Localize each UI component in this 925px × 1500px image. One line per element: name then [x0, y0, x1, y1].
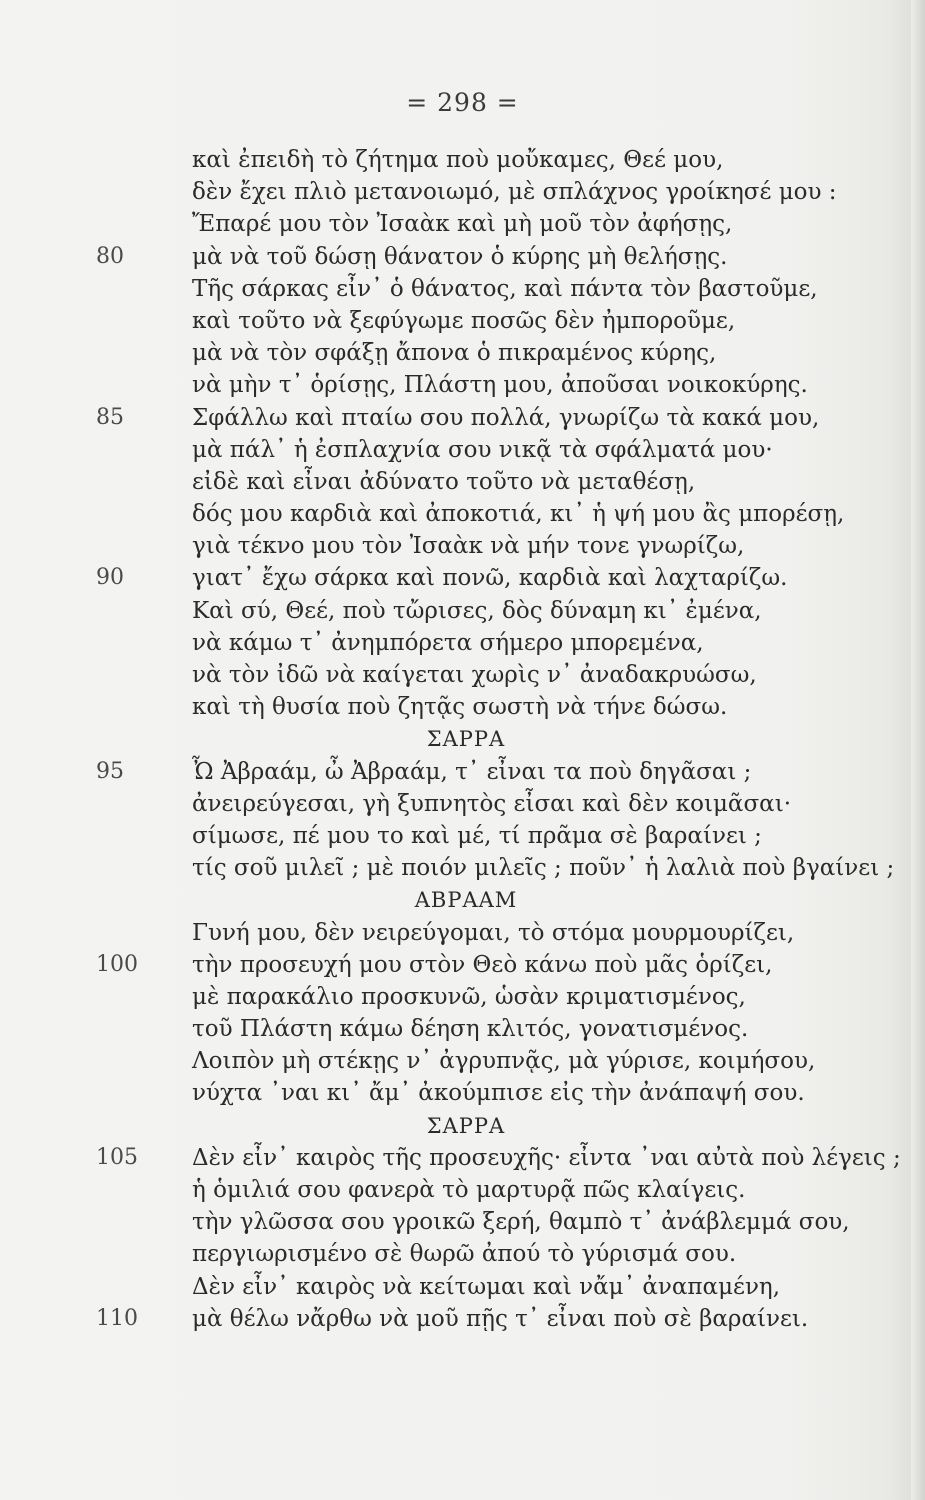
verse-line	[96, 498, 845, 530]
verse-line	[96, 1206, 850, 1238]
verse-line	[96, 981, 836, 1013]
verse-line	[96, 466, 836, 498]
verse-line	[96, 852, 895, 884]
verse-text: τὴν γλῶσσα σου γροικῶ ξερή, θαμπὸ τ᾽ ἀνάβλεμμά σου,	[192, 1209, 850, 1236]
line-number: 90	[96, 565, 124, 591]
verse-line	[96, 402, 836, 434]
verse-text: Δὲν εἶν᾽ καιρὸς νὰ κείτωμαι καὶ νἄμ᾽ ἀναπαμένη,	[192, 1273, 781, 1300]
speaker-name: ΣΑΡΡΑ	[426, 1113, 506, 1138]
verse-text: γιὰ τέκνο μου τὸν Ἰσαὰκ νὰ μήν τονε γνωρίζω,	[192, 533, 745, 560]
line-number: 110	[96, 1305, 138, 1331]
verse-line	[96, 337, 836, 369]
verse-text: τίς σοῦ μιλεῖ ; μὲ ποιόν μιλεῖς ; ποῦν᾽ ἡ λαλιὰ ποὺ βγαίνει ;	[192, 855, 895, 882]
speaker-name: ΣΑΡΡΑ	[426, 727, 506, 752]
verse-line	[96, 1303, 836, 1335]
page-number: = 298 =	[406, 88, 519, 117]
verse-text: εἰδὲ καὶ εἶναι ἀδύνατο τοῦτο νὰ μεταθέσῃ,	[192, 468, 696, 495]
verse-line	[96, 562, 836, 594]
verse-text: Ἔπαρέ μου τὸν Ἰσαὰκ καὶ μὴ μοῦ τὸν ἀφήσῃς,	[192, 211, 733, 238]
verse-text: καὶ ἐπειδὴ τὸ ζήτημα ποὺ μοὔκαμες, Θεέ μου,	[192, 147, 724, 173]
verse-text: Δὲν εἶν᾽ καιρὸς τῆς προσευχῆς· εἶντα ᾽ναι αὐτὰ ποὺ λέγεις ;	[192, 1144, 901, 1171]
verse-text: νὰ μὴν τ᾽ ὁρίσῃς, Πλάστη μου, ἀποῦσαι νοικοκύρης.	[192, 372, 808, 399]
speaker-line	[96, 884, 836, 916]
verse-line	[96, 595, 836, 627]
verse-line	[96, 820, 836, 852]
verse-line	[96, 788, 836, 820]
verse-line	[96, 1013, 836, 1045]
verse-text: Λοιπὸν μὴ στέκῃς ν᾽ ἀγρυπνᾷς, μὰ γύρισε, κοιμήσου,	[192, 1048, 816, 1075]
line-number: 105	[96, 1144, 138, 1170]
verse-text: μὰ θέλω νἄρθω νὰ μοῦ πῇς τ᾽ εἶναι ποὺ σὲ βαραίνει.	[192, 1305, 809, 1332]
verse-line	[96, 1174, 836, 1206]
verse-line	[96, 241, 836, 273]
verse-line	[96, 1077, 836, 1109]
verse-text: περγιωρισμένο σὲ θωρῶ ἀπού τὸ γύρισμά σου.	[192, 1241, 737, 1268]
page-edge	[911, 0, 925, 1500]
verse-text: μὲ παρακάλιο προσκυνῶ, ὡσὰν κριματισμένος,	[192, 983, 746, 1010]
line-number: 80	[96, 243, 124, 269]
verse-line	[96, 434, 836, 466]
speaker-line	[96, 1110, 836, 1142]
verse-text: νὰ κάμω τ᾽ ἀνημπόρετα σήμερο μπορεμένα,	[192, 629, 704, 656]
verse-text: μὰ νὰ τὸν σφάξῃ ἄπονα ὁ πικραμένος κύρης,	[192, 340, 717, 367]
verse-text: μὰ πάλ᾽ ἡ ἐσπλαχνία σου νικᾷ τὰ σφάλματά μου·	[192, 436, 773, 463]
verse-line	[96, 369, 836, 401]
verse-text: σίμωσε, πέ μου το καὶ μέ, τί πρᾶμα σὲ βαραίνει ;	[192, 822, 762, 849]
verse-line	[96, 1238, 836, 1270]
verse-line	[96, 305, 836, 337]
verse-line	[96, 208, 836, 240]
speaker-line	[96, 723, 836, 755]
verse-text: Σφάλλω καὶ πταίω σου πολλά, γνωρίζω τὰ κακά μου,	[192, 404, 820, 431]
verse-text: δὲν ἔχει πλιὸ μετανοιωμό, μὲ σπλάχνος γροίκησέ μου :	[192, 179, 837, 206]
verse-line	[96, 1045, 836, 1077]
verse-text: ἀνειρεύγεσαι, γὴ ξυπνητὸς εἶσαι καὶ δὲν κοιμᾶσαι·	[192, 790, 792, 817]
verse-line	[96, 756, 836, 788]
verse-line	[96, 627, 836, 659]
verse-text: γιατ᾽ ἔχω σάρκα καὶ πονῶ, καρδιὰ καὶ λαχταρίζω.	[192, 565, 788, 592]
verse-text: δός μου καρδιὰ καὶ ἀποκοτιά, κι᾽ ἡ ψή μου ἂς μπορέσῃ,	[192, 501, 845, 528]
poem-text	[96, 144, 901, 1335]
verse-text: Τῆς σάρκας εἶν᾽ ὁ θάνατος, καὶ πάντα τὸν βαστοῦμε,	[192, 275, 818, 302]
verse-text: τὴν προσευχή μου στὸν Θεὸ κάνω ποὺ μᾶς ὁρίζει,	[192, 951, 773, 978]
verse-text: καὶ τοῦτο νὰ ξεφύγωμε ποσῶς δὲν ἠμποροῦμε,	[192, 307, 736, 334]
verse-line	[96, 659, 836, 691]
verse-line	[96, 1142, 901, 1174]
verse-text: τοῦ Πλάστη κάμω δέηση κλιτός, γονατισμένος.	[192, 1016, 749, 1043]
verse-line	[96, 176, 836, 208]
verse-text: νὰ τὸν ἰδῶ νὰ καίγεται χωρὶς ν᾽ ἀναδακρυώσω,	[192, 662, 757, 688]
line-number: 85	[96, 404, 124, 430]
verse-line	[96, 691, 836, 723]
line-number: 100	[96, 951, 138, 977]
verse-line	[96, 949, 836, 981]
verse-line	[96, 1271, 836, 1303]
verse-text: καὶ τὴ θυσία ποὺ ζητᾷς σωστὴ νὰ τήνε δώσω.	[192, 694, 728, 721]
verse-text: νύχτα ᾽ναι κι᾽ ἄμ᾽ ἀκούμπισε εἰς τὴν ἀνάπαψή σου.	[192, 1080, 805, 1107]
speaker-name: ΑΒΡΑΑΜ	[414, 888, 518, 913]
verse-text: Γυνή μου, δὲν νειρεύγομαι, τὸ στόμα μουρμουρίζει,	[192, 919, 795, 946]
verse-line	[96, 273, 836, 305]
verse-line	[96, 917, 836, 949]
verse-line	[96, 530, 836, 562]
verse-text: Ὦ Ἀβραάμ, ὦ Ἀβραάμ, τ᾽ εἶναι τα ποὺ δηγᾶσαι ;	[192, 758, 752, 785]
verse-text: Καὶ σύ, Θεέ, ποὺ τὤρισες, δὸς δύναμη κι᾽ ἐμένα,	[192, 597, 762, 624]
verse-line	[96, 144, 836, 176]
verse-text: μὰ νὰ τοῦ δώσῃ θάνατον ὁ κύρης μὴ θελήσῃς.	[192, 243, 728, 270]
verse-text: ἡ ὁμιλιά σου φανερὰ τὸ μαρτυρᾷ πῶς κλαίγεις.	[192, 1177, 746, 1203]
line-number: 95	[96, 758, 124, 784]
